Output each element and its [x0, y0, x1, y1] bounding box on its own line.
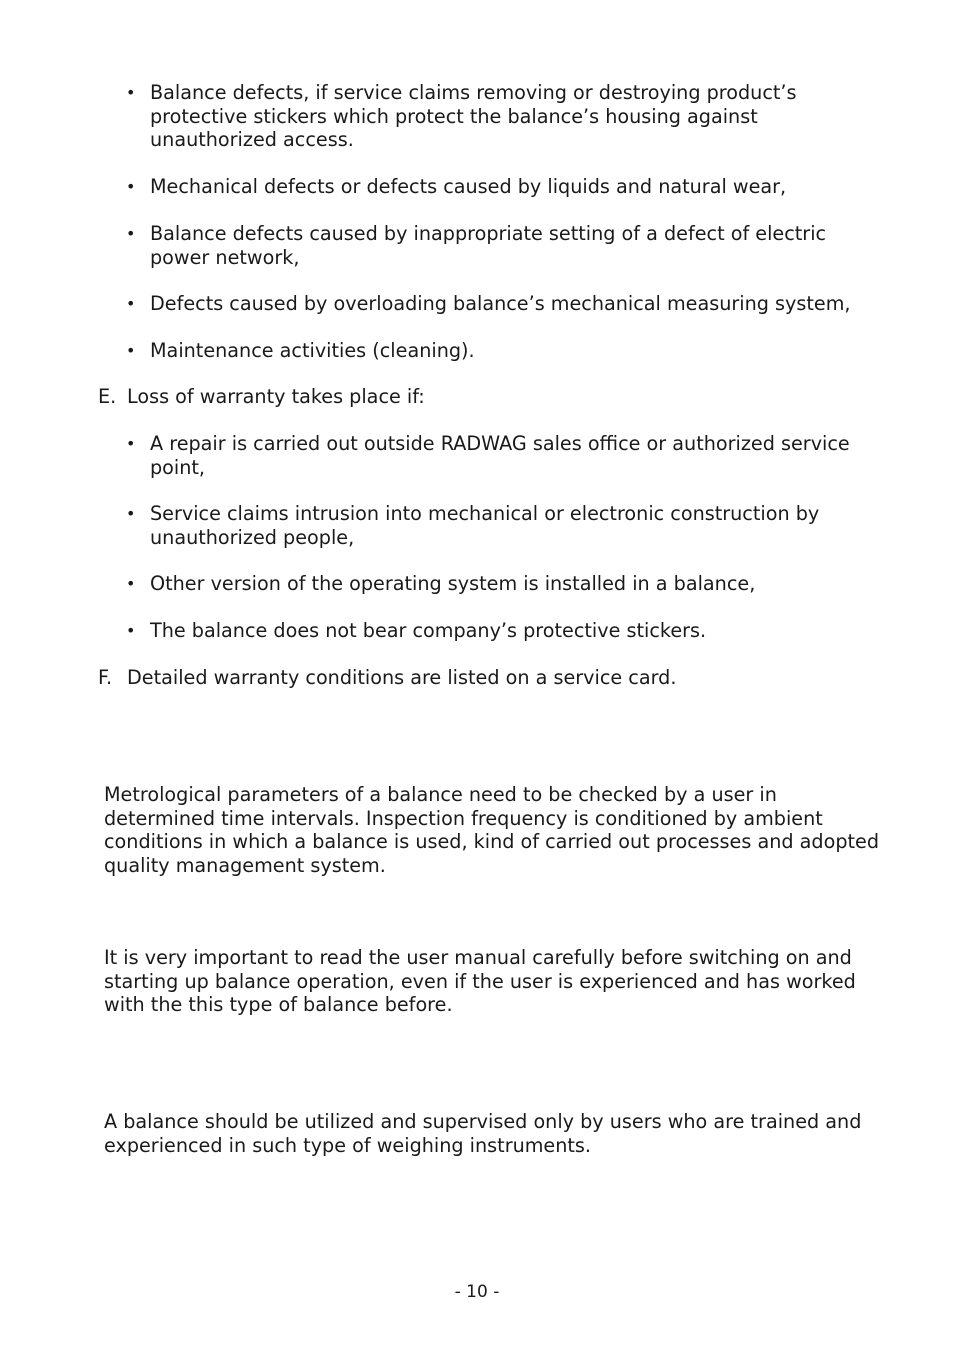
item-letter: F. [98, 666, 113, 689]
item-text: Loss of warranty takes place if: [127, 385, 425, 408]
list-item: • The balance does not bear company’s protective stickers. [150, 619, 880, 643]
list-item: • A repair is carried out outside RADWAG sales office or authorized service point, [150, 432, 880, 479]
list-item: • Other version of the operating system is installed in a balance, [150, 572, 880, 596]
list-item: • Defects caused by overloading balance’s mechanical measuring system, [150, 292, 880, 316]
list-item: • Balance defects, if service claims removing or destroying product’s protective stickers which protect the balance’s housing against unauthorized access. [150, 81, 880, 152]
list-item: • Maintenance activities (cleaning). [150, 339, 880, 363]
metrological-paragraph: Metrological parameters of a balance need to be checked by a user in determined time intervals. Inspection frequency is conditioned by ambient conditions in which a balance is used, kind of carried out processes and adopted quality management system. [104, 783, 880, 877]
user-manual-paragraph: It is very important to read the user manual carefully before switching on and starting up balance operation, even if the user is experienced and has worked with the this type of balance before. [104, 946, 856, 1016]
page-number: - 10 - [454, 1282, 500, 1302]
list-item: • Mechanical defects or defects caused by liquids and natural wear, [150, 175, 880, 199]
trained-users-paragraph: A balance should be utilized and supervised only by users who are trained and experienced in such type of weighing instruments. [104, 1110, 862, 1157]
list-item: • Balance defects caused by inappropriate setting of a defect of electric power network, [150, 222, 880, 269]
list-item: • Service claims intrusion into mechanical or electronic construction by unauthorized people, [150, 502, 880, 549]
item-text: Detailed warranty conditions are listed on a service card. [127, 666, 677, 689]
item-letter: E. [98, 385, 117, 408]
